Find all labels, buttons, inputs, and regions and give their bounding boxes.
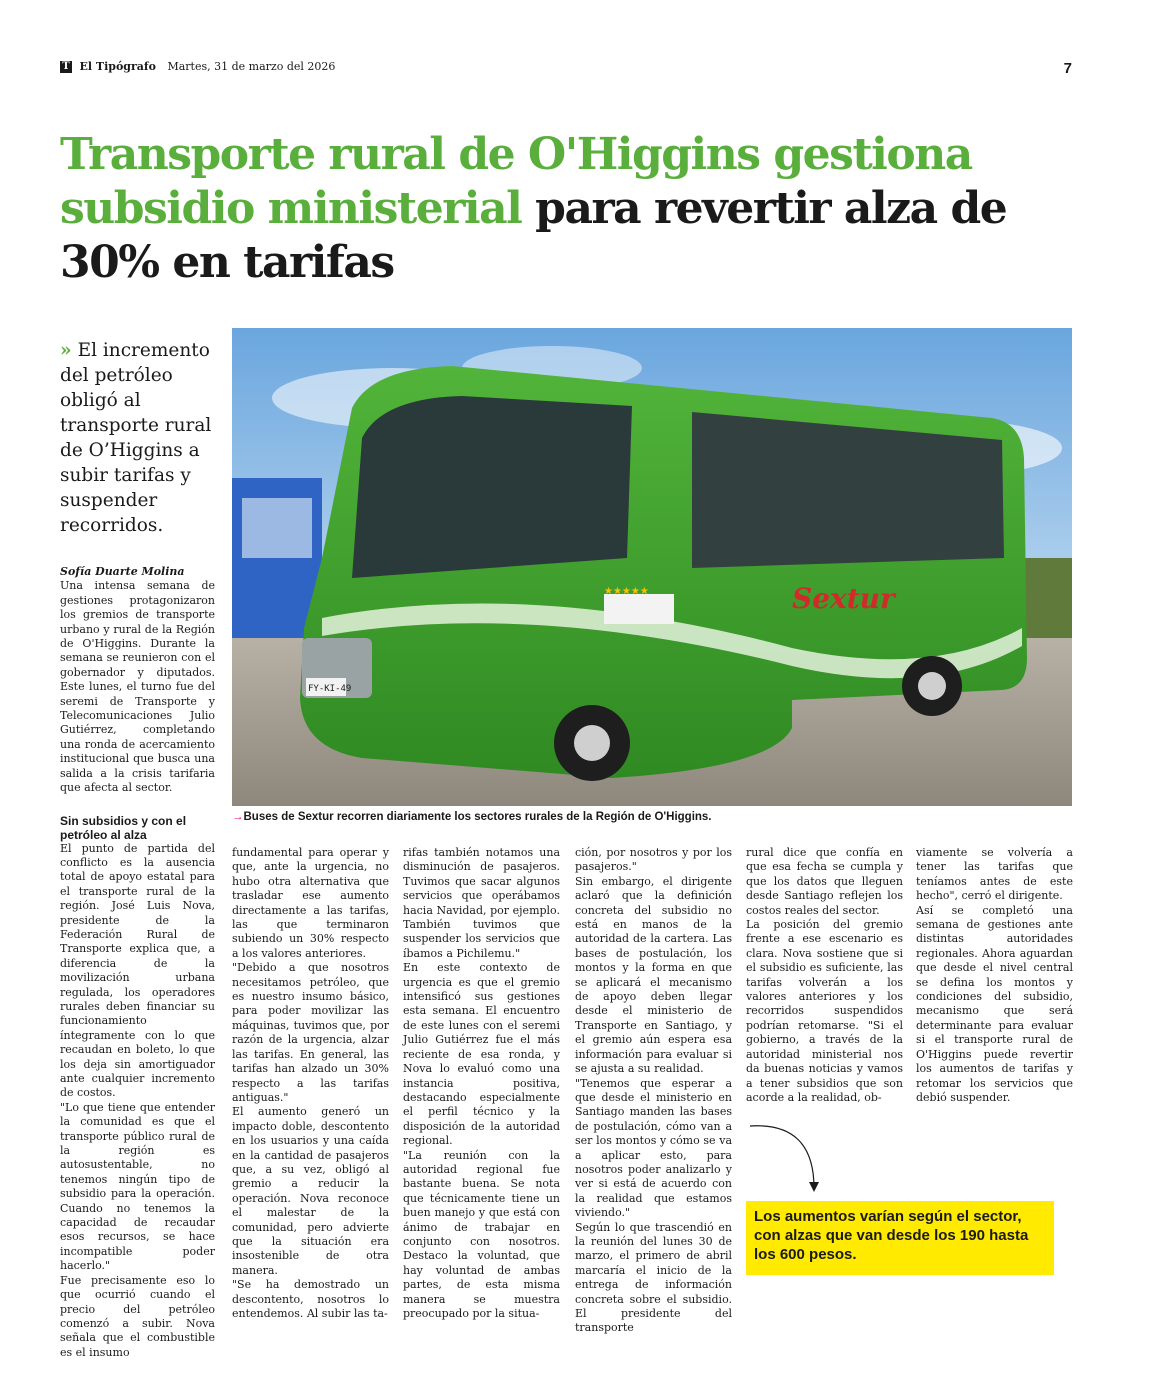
paragraph: ción, por nosotros y por los pasajeros." [575,846,732,874]
paragraph: La posición del gremio frente a ese escenario es clara. Nova sostiene que si el subsidio es suficiente, las tarifas volverán a los valores anteriores y los recorridos suspendidos podrían retomarse. "Si el gobierno, a través de la autoridad ministerial nos da buenas noticias y vamos a tener subsidios que son acorde a la realidad, ob- [746,918,903,1104]
paragraph: Sin embargo, el dirigente aclaró que la definición concreta del subsidio no está en manos de la autoridad de la cartera. Las bases de postulación, los montos y la forma en que se aplicará el mecanismo de apoyo deben llegar desde el ministerio de Transporte en Santiago, y el gremio aún espera esa información para evaluar si se ajusta a su realidad. [575,874,732,1076]
lead-marker-icon: » [60,340,72,361]
bus-windshield [352,396,632,578]
paragraph: "Tenemos que esperar a que desde el ministerio en Santiago manden las bases de postulación, cómo van a ser los montos y cómo se va a aplicar esto, para nosotros poder analizarlo y ver si está de acuerdo con la realidad que estamos viviendo." [575,1076,732,1220]
paragraph: Una intensa semana de gestiones protagonizaron los gremios de transporte urbano y rural de la Región de O'Higgins. Durante la semana se reunieron con el gobernador y diputados. Este lunes, el turno fue del seremi de Transporte y Telecomunicaciones Julio Gutiérrez, completando una ronda de acercamiento institucional que busca una salida a la crisis tarifaria que afecta al sector. [60,579,215,795]
paragraph: rifas también notamos una disminución de pasajeros. Tuvimos que sacar algunos servicios que operábamos hacia Navidad, por ejemplo. También tuvimos que suspender los servicios que íbamos a Pichilemu." [403,846,560,960]
headline-green-part: Transporte rural de O'Higgins gestiona subsidio ministerial [60,129,972,234]
paragraph: En este contexto de urgencia es que el gremio intensificó sus gestiones esta semana. El encuentro de este lunes con el seremi Julio Gutiérrez fue el más reciente de esa ronda, y Nova lo evaluó como una instancia positiva, destacando especialmente el perfil técnico y la disposición de la autoridad regional. [403,961,560,1148]
curved-arrow-icon [746,1118,836,1198]
article-column-6 [916,846,1073,1105]
article-column-1 [60,565,215,1360]
headline [60,128,1100,290]
blue-bus-window [242,498,312,558]
paragraph: "La reunión con la autoridad regional fue bastante buena. Se nota que técnicamente tiene un buen manejo y que está con ánimo de trabajar en conjunto con nosotros. Destaco la voluntad, que hay voluntad de ambas partes, de esta misma manera se muestra preocupado por la situa- [403,1148,560,1320]
article-column-4 [575,846,732,1336]
paragraph: El aumento generó un impacto doble, descontento en los usuarios y una caída en la cantidad de pasajeros que, a su vez, obligó al gremio a reducir la operación. Nova reconoce el malestar de la comunidad, pero advierte que la situación era insostenible de otra manera. [232,1105,389,1277]
svg-text:★★★★★: ★★★★★ [604,586,649,597]
paragraph: viamente se volvería a tener las tarifas que teníamos antes de este hecho", cerró el dirigente. [916,846,1073,903]
paragraph: "Se ha demostrado un descontento, nosotros lo entendemos. Al subir las ta- [232,1278,389,1320]
publication-name: El Tipógrafo [79,60,156,73]
page-header [60,60,1080,80]
headline-dark-part: para revertir alza de 30% en tarifas [60,183,1007,288]
lead-paragraph [60,338,220,538]
photo-caption [232,811,1072,823]
paragraph: "Lo que tiene que entender la comunidad es que el transporte público rural de la región es autosustentable, no tenemos ningún tipo de subsidio para la operación. Cuando no tenemos la capacidad de recaudar esos recursos, se hace incompatible poder hacerlo." [60,1100,215,1273]
front-wheel-hub [574,725,610,761]
page-number: 7 [1063,60,1072,77]
paragraph: rural dice que confía en que esa fecha se cumpla y que los datos que lleguen desde Santiago reflejen los costos reales del sector. [746,846,903,917]
caption-arrow-icon: → [232,811,244,823]
rear-wheel-hub [918,672,946,700]
subheading: Sin subsidios y con el petróleo al alza [60,813,187,842]
byline: Sofía Duarte Molina [60,565,185,578]
paragraph: "Debido a que nosotros necesitamos petróleo, que es nuestro insumo básico, para poder movilizar las máquinas, tuvimos que, por razón de la urgencia, alzar las tarifas. En general, las tarifas han alzado un 30% respecto a las tarifas antiguas." [232,961,389,1104]
paragraph: Según lo que trascendió en la reunión del lunes 30 de marzo, el primero de abril marcaría el inicio de la entrega de información concreta sobre el subsidio. El presidente del transporte [575,1220,732,1335]
caption-text: Buses de Sextur recorren diariamente los sectores rurales de la Región de O'Higgins. [243,811,712,823]
paragraph: El punto de partida del conflicto es la ausencia total de apoyo estatal para el transporte rural de la región. José Luis Nova, presidente de la Federación Rural de Transporte explica que, a diferencia de la movilización urbana regulada, los operadores rurales deben financiar su funcionamiento íntegramente con lo que recaudan en boleto, lo que los deja sin amortiguador ante cualquier incremento de costos. [60,841,215,1100]
article-column-2 [232,846,389,1321]
lead-text: El incremento del petróleo obligó al transporte rural de O’Higgins a subir tarifas y suspender recorridos. [60,340,212,536]
pull-quote: Los aumentos varían según el sector, con alzas que van desde los 190 hasta los 600 pesos. [746,1201,1054,1275]
sextur-logo: Sextur [792,582,895,615]
publication-logo-icon: T [60,61,72,73]
issue-date: Martes, 31 de marzo del 2026 [167,60,336,73]
article-column-5 [746,846,903,1105]
paragraph: Así se completó una semana de gestiones ante distintas autoridades regionales. Ahora aguardan que desde el nivel central se defina los montos y condiciones del subsidio, mecanismo que será determinante para evaluar si el transporte rural de O'Higgins puede revertir los aumentos de tarifas y retomar los servicios que debió suspender. [916,903,1073,1104]
article-column-3 [403,846,560,1321]
bus-photo [232,328,1072,806]
paragraph: fundamental para operar y que, ante la urgencia, no hubo otra alternativa que trasladar ese aumento directamente a las tarifas, las que terminaron subiendo un 30% respecto a los valores anteriores. [232,846,389,960]
plate-text: FY-KI-49 [308,684,352,694]
paragraph: Fue precisamente eso lo que ocurrió cuando el precio del petróleo comenzó a subir. Nova señala que el combustible es el insumo [60,1273,215,1359]
